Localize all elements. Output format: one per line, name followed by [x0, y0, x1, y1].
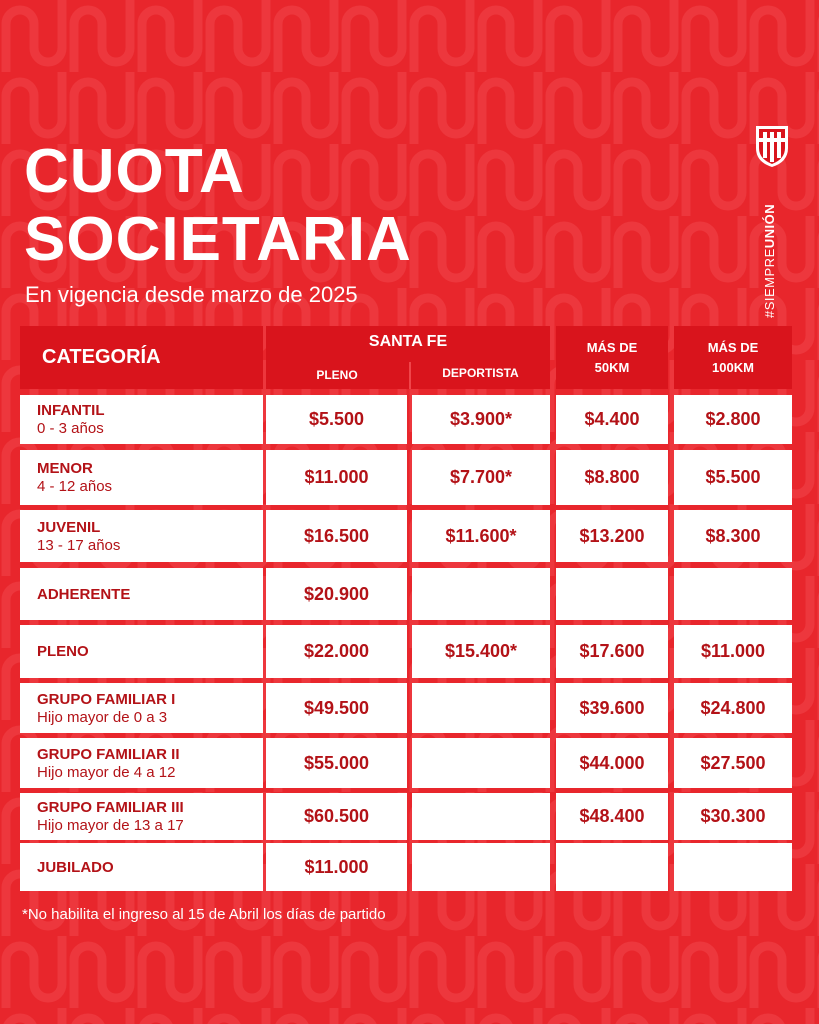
price-cell-km100: $27.500 [674, 738, 792, 788]
header-pleno: PLENO [316, 368, 358, 382]
category-age-range: Hijo mayor de 13 a 17 [37, 817, 184, 834]
header-deportista: DEPORTISTA [442, 366, 519, 380]
price-cell-deportista [412, 793, 550, 840]
price-cell-km100: $24.800 [674, 683, 792, 733]
price-cell-km100: $11.000 [674, 625, 792, 678]
hashtag-bold: UNIÓN [762, 203, 777, 249]
category-cell [20, 625, 263, 678]
category-name: JUBILADO [37, 858, 114, 876]
category-age-range: 0 - 3 años [37, 420, 104, 437]
category-cell [20, 683, 263, 733]
price-cell-deportista [412, 683, 550, 733]
category-name: ADHERENTE [37, 585, 131, 603]
category-name: INFANTIL [37, 402, 105, 419]
price-cell-km100: $5.500 [674, 450, 792, 505]
category-age-range: Hijo mayor de 0 a 3 [37, 708, 168, 726]
price-cell-km100 [674, 843, 792, 891]
price-cell-km50: $8.800 [556, 450, 668, 505]
category-name: GRUPO FAMILIAR II [37, 745, 180, 763]
price-cell-km50 [556, 843, 668, 891]
footnote: *No habilita el ingreso al 15 de Abril los días de partido [22, 906, 386, 923]
category-cell [20, 395, 263, 444]
price-cell-km100: $30.300 [674, 793, 792, 840]
price-cell-km100: $8.300 [674, 510, 792, 562]
price-cell-deportista: $7.700* [412, 450, 550, 505]
header-categoria [20, 326, 263, 389]
price-cell-pleno: $20.900 [266, 568, 407, 620]
price-cell-km50: $48.400 [556, 793, 668, 840]
price-cell-pleno: $49.500 [266, 683, 407, 733]
price-cell-km50: $4.400 [556, 395, 668, 444]
price-cell-km50: $13.200 [556, 510, 668, 562]
category-cell [20, 793, 263, 840]
category-name: PLENO [37, 643, 89, 660]
category-age-range: 13 - 17 años [37, 536, 121, 554]
header-mas-50km-l1: MÁS DE [586, 339, 638, 355]
price-cell-pleno: $55.000 [266, 738, 407, 788]
category-name: JUVENIL [37, 518, 101, 536]
price-cell-deportista [412, 568, 550, 620]
price-cell-pleno: $11.000 [266, 450, 407, 505]
header-mas-50km [556, 326, 668, 389]
category-name: GRUPO FAMILIAR III [37, 799, 184, 816]
price-cell-pleno: $16.500 [266, 510, 407, 562]
category-cell [20, 843, 263, 891]
category-cell [20, 568, 263, 620]
price-cell-deportista [412, 738, 550, 788]
price-cell-pleno: $22.000 [266, 625, 407, 678]
category-cell [20, 510, 263, 562]
price-cell-km50 [556, 568, 668, 620]
title-line-1: CUOTA [24, 137, 245, 206]
category-name: GRUPO FAMILIAR I [37, 690, 176, 708]
hashtag [762, 204, 777, 318]
price-cell-pleno: $5.500 [266, 395, 407, 444]
header-mas-100km [674, 326, 792, 389]
price-cell-deportista: $3.900* [412, 395, 550, 444]
price-cell-deportista: $11.600* [412, 510, 550, 562]
price-cell-deportista: $15.400* [412, 625, 550, 678]
price-cell-km100 [674, 568, 792, 620]
category-age-range: Hijo mayor de 4 a 12 [37, 763, 176, 781]
price-cell-km50: $44.000 [556, 738, 668, 788]
category-cell [20, 738, 263, 788]
price-cell-deportista [412, 843, 550, 891]
header-mas-50km-l2: 50KM [594, 359, 630, 375]
page-title [24, 138, 412, 274]
price-cell-km50: $39.600 [556, 683, 668, 733]
page-subtitle: En vigencia desde marzo de 2025 [25, 282, 358, 307]
title-line-2: SOCIETARIA [24, 205, 412, 274]
header-categoria-label: CATEGORÍA [42, 346, 161, 368]
price-cell-km100: $2.800 [674, 395, 792, 444]
header-mas-100km-l1: MÁS DE [707, 339, 759, 355]
category-name: MENOR [37, 460, 93, 477]
club-crest-icon [754, 124, 790, 168]
hashtag-prefix: #SIEMPRE [762, 248, 777, 318]
price-cell-km50: $17.600 [556, 625, 668, 678]
price-cell-pleno: $11.000 [266, 843, 407, 891]
header-mas-100km-l2: 100KM [712, 359, 754, 375]
category-age-range: 4 - 12 años [37, 478, 113, 495]
price-cell-pleno: $60.500 [266, 793, 407, 840]
category-cell [20, 450, 263, 505]
header-santa-fe-label: SANTA FE [368, 333, 448, 350]
